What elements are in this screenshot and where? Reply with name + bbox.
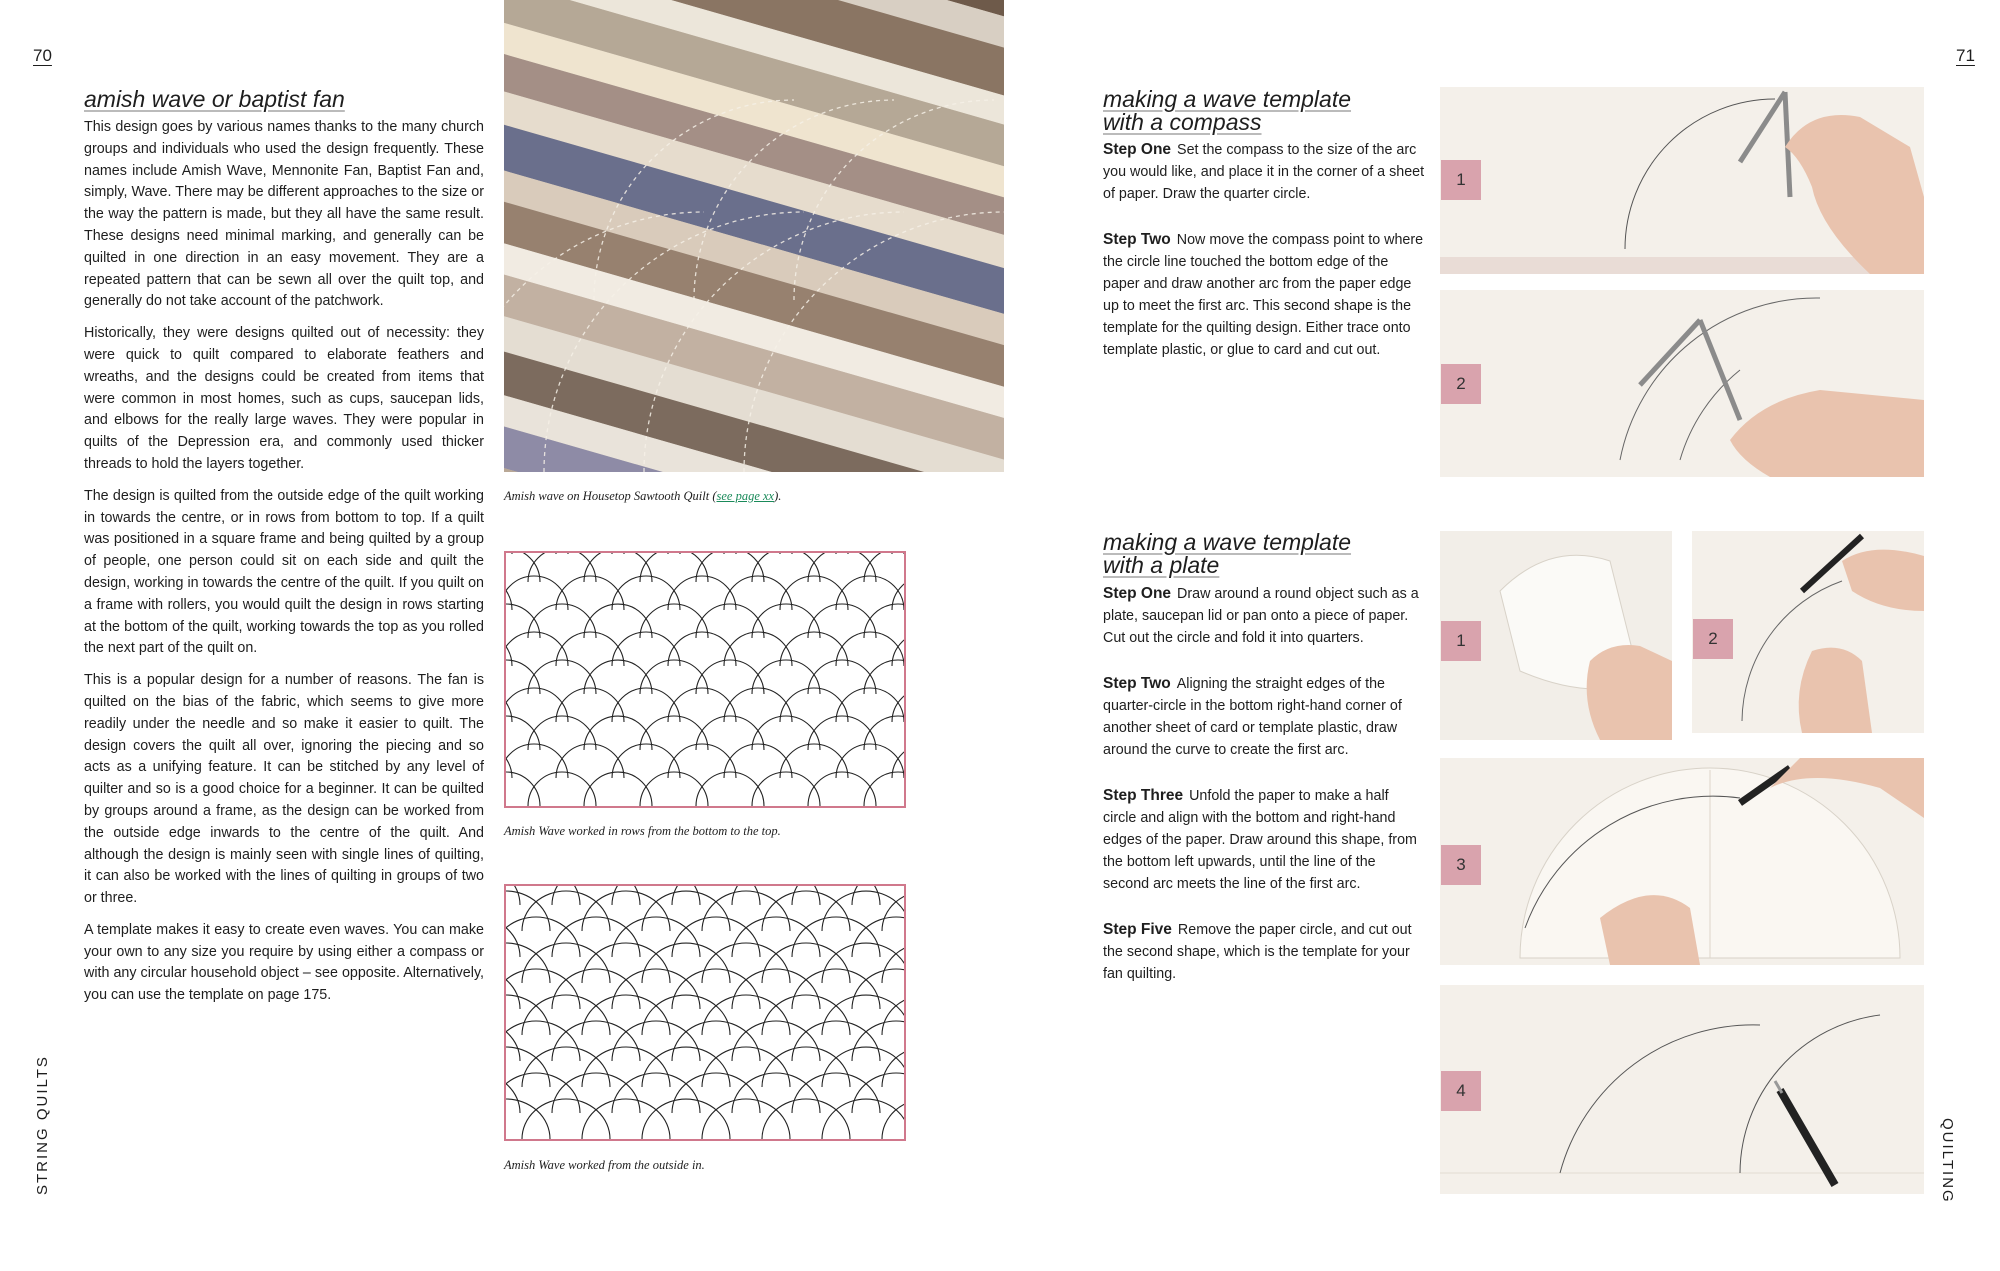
fan-arc — [762, 943, 850, 983]
fan-arc — [836, 632, 904, 666]
fan-arc — [702, 1099, 790, 1139]
fan-arc — [642, 1099, 730, 1139]
fan-arc — [762, 1099, 850, 1139]
fan-arc — [822, 1099, 904, 1139]
fan-arc — [752, 716, 820, 750]
fan-arc — [808, 716, 876, 750]
fan-arc — [672, 969, 760, 1009]
body-paragraph: Historically, they were designs quilted out of necessity: they were quick to quilt compared to elaborate feathers and wreaths, and the designs could be created from items that were common in most homes, such as cups, saucepan lids, and elbows for the really large waves. They were popular in quilts of the Depression era, and commonly used thicker threads to hold the layers together. — [84, 325, 484, 472]
fan-arc — [640, 772, 708, 806]
fan-arc — [724, 576, 792, 610]
fan-arc — [864, 716, 904, 750]
photo-badge: 3 — [1441, 845, 1481, 885]
fan-arc — [552, 1073, 640, 1113]
fan-arc — [506, 553, 568, 554]
fan-arc — [612, 576, 680, 610]
diagram-outside-caption: Amish Wave worked from the outside in. — [504, 1158, 705, 1172]
fan-arc — [506, 886, 580, 905]
step-plate-five — [1103, 919, 1425, 985]
fan-arc — [522, 1047, 610, 1087]
photo-badge: 2 — [1441, 364, 1481, 404]
fan-arc — [612, 917, 700, 957]
fan-arc — [702, 1047, 790, 1087]
fan-arc — [668, 632, 736, 666]
diagram-rows-caption: Amish Wave worked in rows from the bottom to the top. — [504, 824, 781, 838]
fan-arc — [582, 943, 670, 983]
fan-arc — [696, 772, 764, 806]
fan-arc — [552, 969, 640, 1009]
fan-arc — [762, 995, 850, 1035]
section-heading-plate-2: with a plate — [1103, 552, 1220, 578]
running-section-label-right: QUILTING — [1939, 1118, 1956, 1204]
section-heading-plate-1: making a wave template — [1103, 529, 1352, 555]
photo-badge: 1 — [1441, 160, 1481, 200]
fan-arc — [556, 576, 624, 610]
fan-arc — [724, 632, 792, 666]
fan-arc — [506, 688, 512, 722]
fan-arc — [556, 553, 624, 554]
fan-arc — [892, 553, 904, 554]
step-text: Now move the compass point to where the circle line touched the bottom edge of the paper and draw another arc from the paper edge up to meet the first arc. This second shape is the template for the quilting design. Either trace onto template plastic, or glue to card and cut out. — [1103, 232, 1424, 358]
section-heading-compass-1: making a wave template — [1103, 86, 1352, 112]
quilt-photo — [504, 0, 1004, 472]
fan-arc — [584, 772, 652, 806]
fan-arc — [808, 604, 876, 638]
section-heading-compass-2: with a compass — [1103, 109, 1262, 135]
running-section-label-left: STRING QUILTS — [34, 1055, 51, 1195]
fan-arc — [882, 995, 904, 1035]
fan-arc — [668, 553, 736, 554]
fan-arc — [640, 716, 708, 750]
plate-drawing-4 — [1440, 985, 1924, 1194]
fan-arc — [836, 744, 904, 778]
fan-arc — [882, 891, 904, 931]
fan-arc — [892, 632, 904, 666]
fan-arc — [556, 688, 624, 722]
fan-arc — [864, 553, 904, 582]
caption-text: Amish wave on Housetop Sawtooth Quilt ( — [504, 489, 717, 503]
fan-arc — [672, 917, 760, 957]
fan-arc — [864, 604, 904, 638]
fan-arc — [724, 744, 792, 778]
fan-arc — [584, 553, 652, 582]
fan-arc — [792, 1073, 880, 1113]
fan-arc — [836, 576, 904, 610]
fan-arc — [612, 969, 700, 1009]
fan-arc — [584, 660, 652, 694]
step-plate-one — [1103, 583, 1425, 649]
fan-arc — [696, 716, 764, 750]
fan-arc — [640, 604, 708, 638]
fan-arc — [506, 917, 580, 957]
fan-arc — [836, 553, 904, 554]
fan-arc — [582, 995, 670, 1035]
fan-diagram-outside-in — [504, 884, 906, 1141]
fan-arc — [752, 772, 820, 806]
fan-arc — [702, 995, 790, 1035]
step-label: Step Three — [1103, 787, 1184, 804]
plate-photo-4 — [1440, 985, 1924, 1194]
fan-arc — [732, 1021, 820, 1061]
fan-arc — [506, 604, 540, 638]
fan-diagram-rows — [504, 551, 906, 808]
fan-arc — [668, 576, 736, 610]
fan-arc — [780, 553, 848, 554]
step-text: Remove the paper circle, and cut out the second shape, which is the template for your fan quilting. — [1103, 922, 1412, 982]
fan-arc — [612, 744, 680, 778]
fan-arc — [528, 716, 596, 750]
step-text: Aligning the straight edges of the quarter-circle in the bottom right-hand corner of another sheet of card or template plastic, draw around the curve to create the first arc. — [1103, 676, 1402, 758]
fan-arc — [522, 943, 610, 983]
fan-arc — [808, 772, 876, 806]
fan-arc — [668, 688, 736, 722]
step-compass-one — [1103, 139, 1425, 205]
fan-arc — [612, 1021, 700, 1061]
body-text-column — [84, 117, 484, 1017]
fan-arc — [752, 660, 820, 694]
fan-arc — [672, 1073, 760, 1113]
fan-arc — [556, 744, 624, 778]
fan-arc — [506, 576, 512, 610]
fan-arc — [882, 1047, 904, 1087]
plate-steps — [1103, 583, 1425, 985]
fan-arc — [528, 553, 596, 582]
fan-arc — [642, 1047, 730, 1087]
compass-photo-1 — [1440, 87, 1924, 274]
fan-arc — [506, 632, 512, 666]
step-label: Step One — [1103, 141, 1172, 158]
fan-arc — [528, 660, 596, 694]
fan-arc — [752, 553, 820, 582]
fan-arc — [522, 891, 610, 931]
step-plate-two — [1103, 673, 1425, 761]
fan-arc — [584, 716, 652, 750]
fan-arc — [808, 660, 876, 694]
fan-arc — [724, 553, 792, 554]
plate-photo-1 — [1440, 531, 1672, 740]
page-number-left: 70 — [33, 46, 52, 65]
fan-arc — [506, 1021, 580, 1061]
compass-drawing-1 — [1440, 87, 1924, 274]
fan-arc — [696, 553, 764, 582]
fan-arc — [702, 891, 790, 931]
fan-arc — [780, 576, 848, 610]
fan-arc — [836, 688, 904, 722]
step-text: Draw around a round object such as a plate, saucepan lid or pan onto a piece of paper. Cut out the circle and fold it into quarters. — [1103, 586, 1419, 646]
fan-arc — [612, 632, 680, 666]
fan-arc — [640, 660, 708, 694]
fan-arc — [864, 772, 904, 806]
step-label: Step One — [1103, 585, 1172, 602]
fan-arc — [696, 660, 764, 694]
fan-arc — [892, 576, 904, 610]
fan-arc — [556, 632, 624, 666]
body-paragraph: This design goes by various names thanks to the many church groups and individuals who used the design frequently. These names include Amish Wave, Mennonite Fan, Baptist Fan and, simply, Wave. There may be different approaches to the size or the way the pattern is made, but they all have the same result. These designs need minimal marking, and generally can be quilted in one direction in an easy movement. They are a repeated pattern that can be sewn all over the quilt top, and generally do not take account of the patchwork. — [84, 119, 484, 310]
fan-outside-in-drawing — [506, 886, 904, 1139]
photo-badge: 1 — [1441, 621, 1481, 661]
fan-arc — [506, 660, 540, 694]
fan-arc — [732, 969, 820, 1009]
compass-drawing-2 — [1440, 290, 1924, 477]
fan-arc — [612, 553, 680, 554]
compass-steps — [1103, 139, 1425, 361]
fan-arc — [724, 688, 792, 722]
body-paragraph: The design is quilted from the outside edge of the quilt working in towards the centre, or in rows from bottom to top. If a quilt was positioned in a square frame and being quilted by a group of people, one person could sit on each side and quilt the design, working in towards the centre of the quilt. If you quilt on a frame with rollers, you would quilt the design in rows starting at the bottom of the quilt, working towards the top as you rolled the next part of the quilt on. — [84, 487, 484, 657]
fan-arc — [780, 632, 848, 666]
fan-arc — [582, 1047, 670, 1087]
quilt-strips-illustration — [504, 0, 1004, 472]
caption-text-end: ). — [774, 489, 782, 503]
fan-arc — [640, 553, 708, 582]
step-text: Unfold the paper to make a half circle and align with the bottom and right-hand edges of the paper. Draw around this shape, from the bottom left upwards, until the line of the second arc meets the line of the first arc. — [1103, 788, 1417, 892]
fan-arc — [506, 772, 540, 806]
caption-page-link[interactable]: see page xx — [716, 489, 775, 503]
fan-arc — [762, 891, 850, 931]
fan-arc — [552, 1021, 640, 1061]
section-heading-amish-wave: amish wave or baptist fan — [84, 86, 345, 112]
step-label: Step Two — [1103, 231, 1171, 248]
fan-arc — [696, 604, 764, 638]
plate-photo-3 — [1440, 758, 1924, 965]
plate-drawing-3 — [1440, 758, 1924, 965]
fan-rows-drawing — [506, 553, 904, 806]
fan-arc — [762, 1047, 850, 1087]
fan-arc — [528, 772, 596, 806]
fan-arc — [584, 604, 652, 638]
fan-arc — [668, 744, 736, 778]
step-plate-three — [1103, 785, 1425, 895]
photo-badge: 2 — [1693, 619, 1733, 659]
fan-arc — [792, 917, 880, 957]
fan-arc — [892, 688, 904, 722]
quilt-photo-caption — [504, 489, 781, 504]
fan-arc — [506, 886, 520, 905]
compass-photo-2 — [1440, 290, 1924, 477]
body-paragraph: This is a popular design for a number of reasons. The fan is quilted on the bias of the fabric, which seems to give more readily under the needle and so make it easier to quilt. The design covers the quilt all over, ignoring the piecing and so acts as a unifying feature. It can be stitched by any level of quilter and so is a good choice for a beginner. It can be quilted by groups around a frame, as the design can be worked from the outside edge inwards to the centre of the quilt. And although the design is mainly seen with single lines of quilting, it can also be worked with the lines of quilting in groups of two or three. — [84, 672, 484, 907]
fan-arc — [892, 744, 904, 778]
fan-arc — [864, 660, 904, 694]
page-number-right: 71 — [1956, 46, 1975, 65]
fan-arc — [506, 1073, 580, 1113]
fan-arc — [672, 1021, 760, 1061]
fan-arc — [522, 1099, 610, 1139]
fan-arc — [528, 604, 596, 638]
fan-arc — [780, 744, 848, 778]
fan-arc — [780, 688, 848, 722]
fan-arc — [552, 917, 640, 957]
fan-arc — [612, 688, 680, 722]
fan-arc — [506, 969, 580, 1009]
step-label: Step Two — [1103, 675, 1171, 692]
fan-arc — [506, 716, 540, 750]
fan-arc — [522, 995, 610, 1035]
step-label: Step Five — [1103, 921, 1172, 938]
fan-arc — [612, 1073, 700, 1113]
body-paragraph: A template makes it easy to create even waves. You can make your own to any size you require by using either a compass or with any circular household object – see opposite. Alternatively, you can use the template on page 175. — [84, 921, 484, 1004]
fan-arc — [808, 553, 876, 582]
fan-arc — [792, 969, 880, 1009]
fan-arc — [506, 744, 512, 778]
step-text: Set the compass to the size of the arc you would like, and place it in the corner of a sheet of paper. Draw the quarter circle. — [1103, 142, 1425, 202]
fan-arc — [882, 943, 904, 983]
fan-arc — [732, 1073, 820, 1113]
fan-arc — [642, 995, 730, 1035]
photo-badge: 4 — [1441, 1071, 1481, 1111]
fan-arc — [752, 604, 820, 638]
plate-photo-2 — [1692, 531, 1924, 733]
fan-arc — [582, 891, 670, 931]
fan-arc — [642, 891, 730, 931]
fan-arc — [792, 1021, 880, 1061]
fan-arc — [702, 943, 790, 983]
fan-arc — [732, 917, 820, 957]
fan-arc — [642, 943, 730, 983]
step-compass-two — [1103, 229, 1425, 361]
fan-arc — [582, 1099, 670, 1139]
fan-arc — [506, 553, 512, 554]
fan-arc — [882, 1099, 904, 1139]
